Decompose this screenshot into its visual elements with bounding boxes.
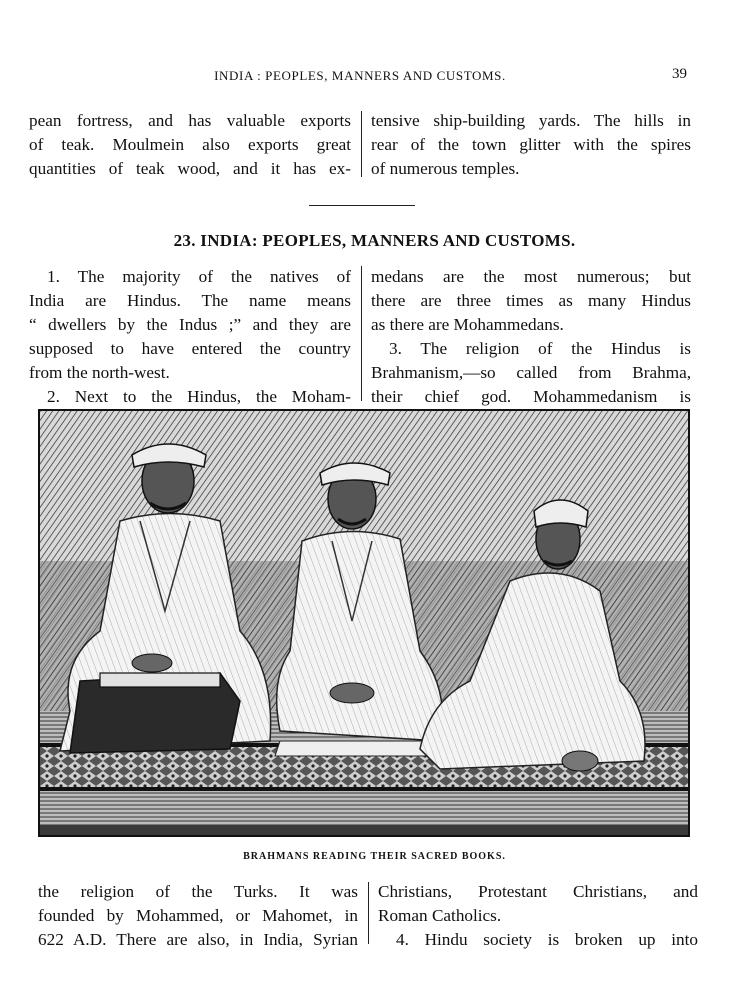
- text-line: 3. The religion of the Hindus is: [389, 339, 691, 358]
- text-line: founded by Mohammed, or Mahomet, in: [38, 906, 358, 925]
- section-separator: [309, 205, 415, 206]
- text-line: pean fortress, and has valuable exports: [29, 111, 351, 130]
- bottom-right-column: [378, 880, 698, 952]
- text-line: 622 A.D. There are also, in India, Syrian: [38, 930, 358, 949]
- text-line: rear of the town glitter with the spires: [371, 135, 691, 154]
- text-line: of numerous temples.: [371, 159, 520, 178]
- text-line: the religion of the Turks. It was: [38, 882, 358, 901]
- bottom-left-column: [38, 880, 358, 952]
- running-head: [0, 66, 749, 86]
- text-line: Christians, Protestant Christians, and: [378, 882, 698, 901]
- text-line: tensive ship-building yards. The hills in: [371, 111, 691, 130]
- figure-caption: BRAHMANS READING THEIR SACRED BOOKS.: [243, 851, 506, 862]
- top-left-column: [29, 109, 351, 181]
- text-line: 4. Hindu society is broken up into: [396, 930, 698, 949]
- column-divider: [368, 882, 369, 944]
- middle-right-column: [371, 265, 691, 409]
- text-line: from the north-west.: [29, 363, 170, 382]
- section-title: 23. INDIA: PEOPLES, MANNERS AND CUSTOMS.: [173, 231, 576, 250]
- text-line: supposed to have entered the country: [29, 339, 351, 358]
- page-number: 39: [672, 66, 687, 82]
- text-line: Roman Catholics.: [378, 906, 502, 925]
- running-title: INDIA : PEOPLES, MANNERS AND CUSTOMS.: [214, 68, 506, 83]
- text-line: as there are Mohammedans.: [371, 315, 564, 334]
- text-line: there are three times as many Hindus: [371, 291, 691, 310]
- text-line: quantities of teak wood, and it has ex-: [29, 159, 351, 178]
- top-right-column: [371, 109, 691, 181]
- text-line: of teak. Moulmein also exports great: [29, 135, 351, 154]
- text-line: medans are the most numerous; but: [371, 267, 691, 286]
- text-line: their chief god. Mohammedanism is: [371, 387, 691, 406]
- column-divider: [361, 111, 362, 177]
- engraving-artwork: [40, 411, 688, 835]
- text-line: “ dwellers by the Indus ;” and they are: [29, 315, 351, 334]
- text-line: Brahmanism,—so called from Brahma,: [371, 363, 691, 382]
- text-line: 1. The majority of the natives of: [47, 267, 351, 286]
- engraving-illustration: [38, 409, 690, 837]
- text-line: 2. Next to the Hindus, the Moham-: [47, 387, 351, 406]
- text-line: India are Hindus. The name means: [29, 291, 351, 310]
- column-divider: [361, 266, 362, 401]
- middle-left-column: [29, 265, 351, 409]
